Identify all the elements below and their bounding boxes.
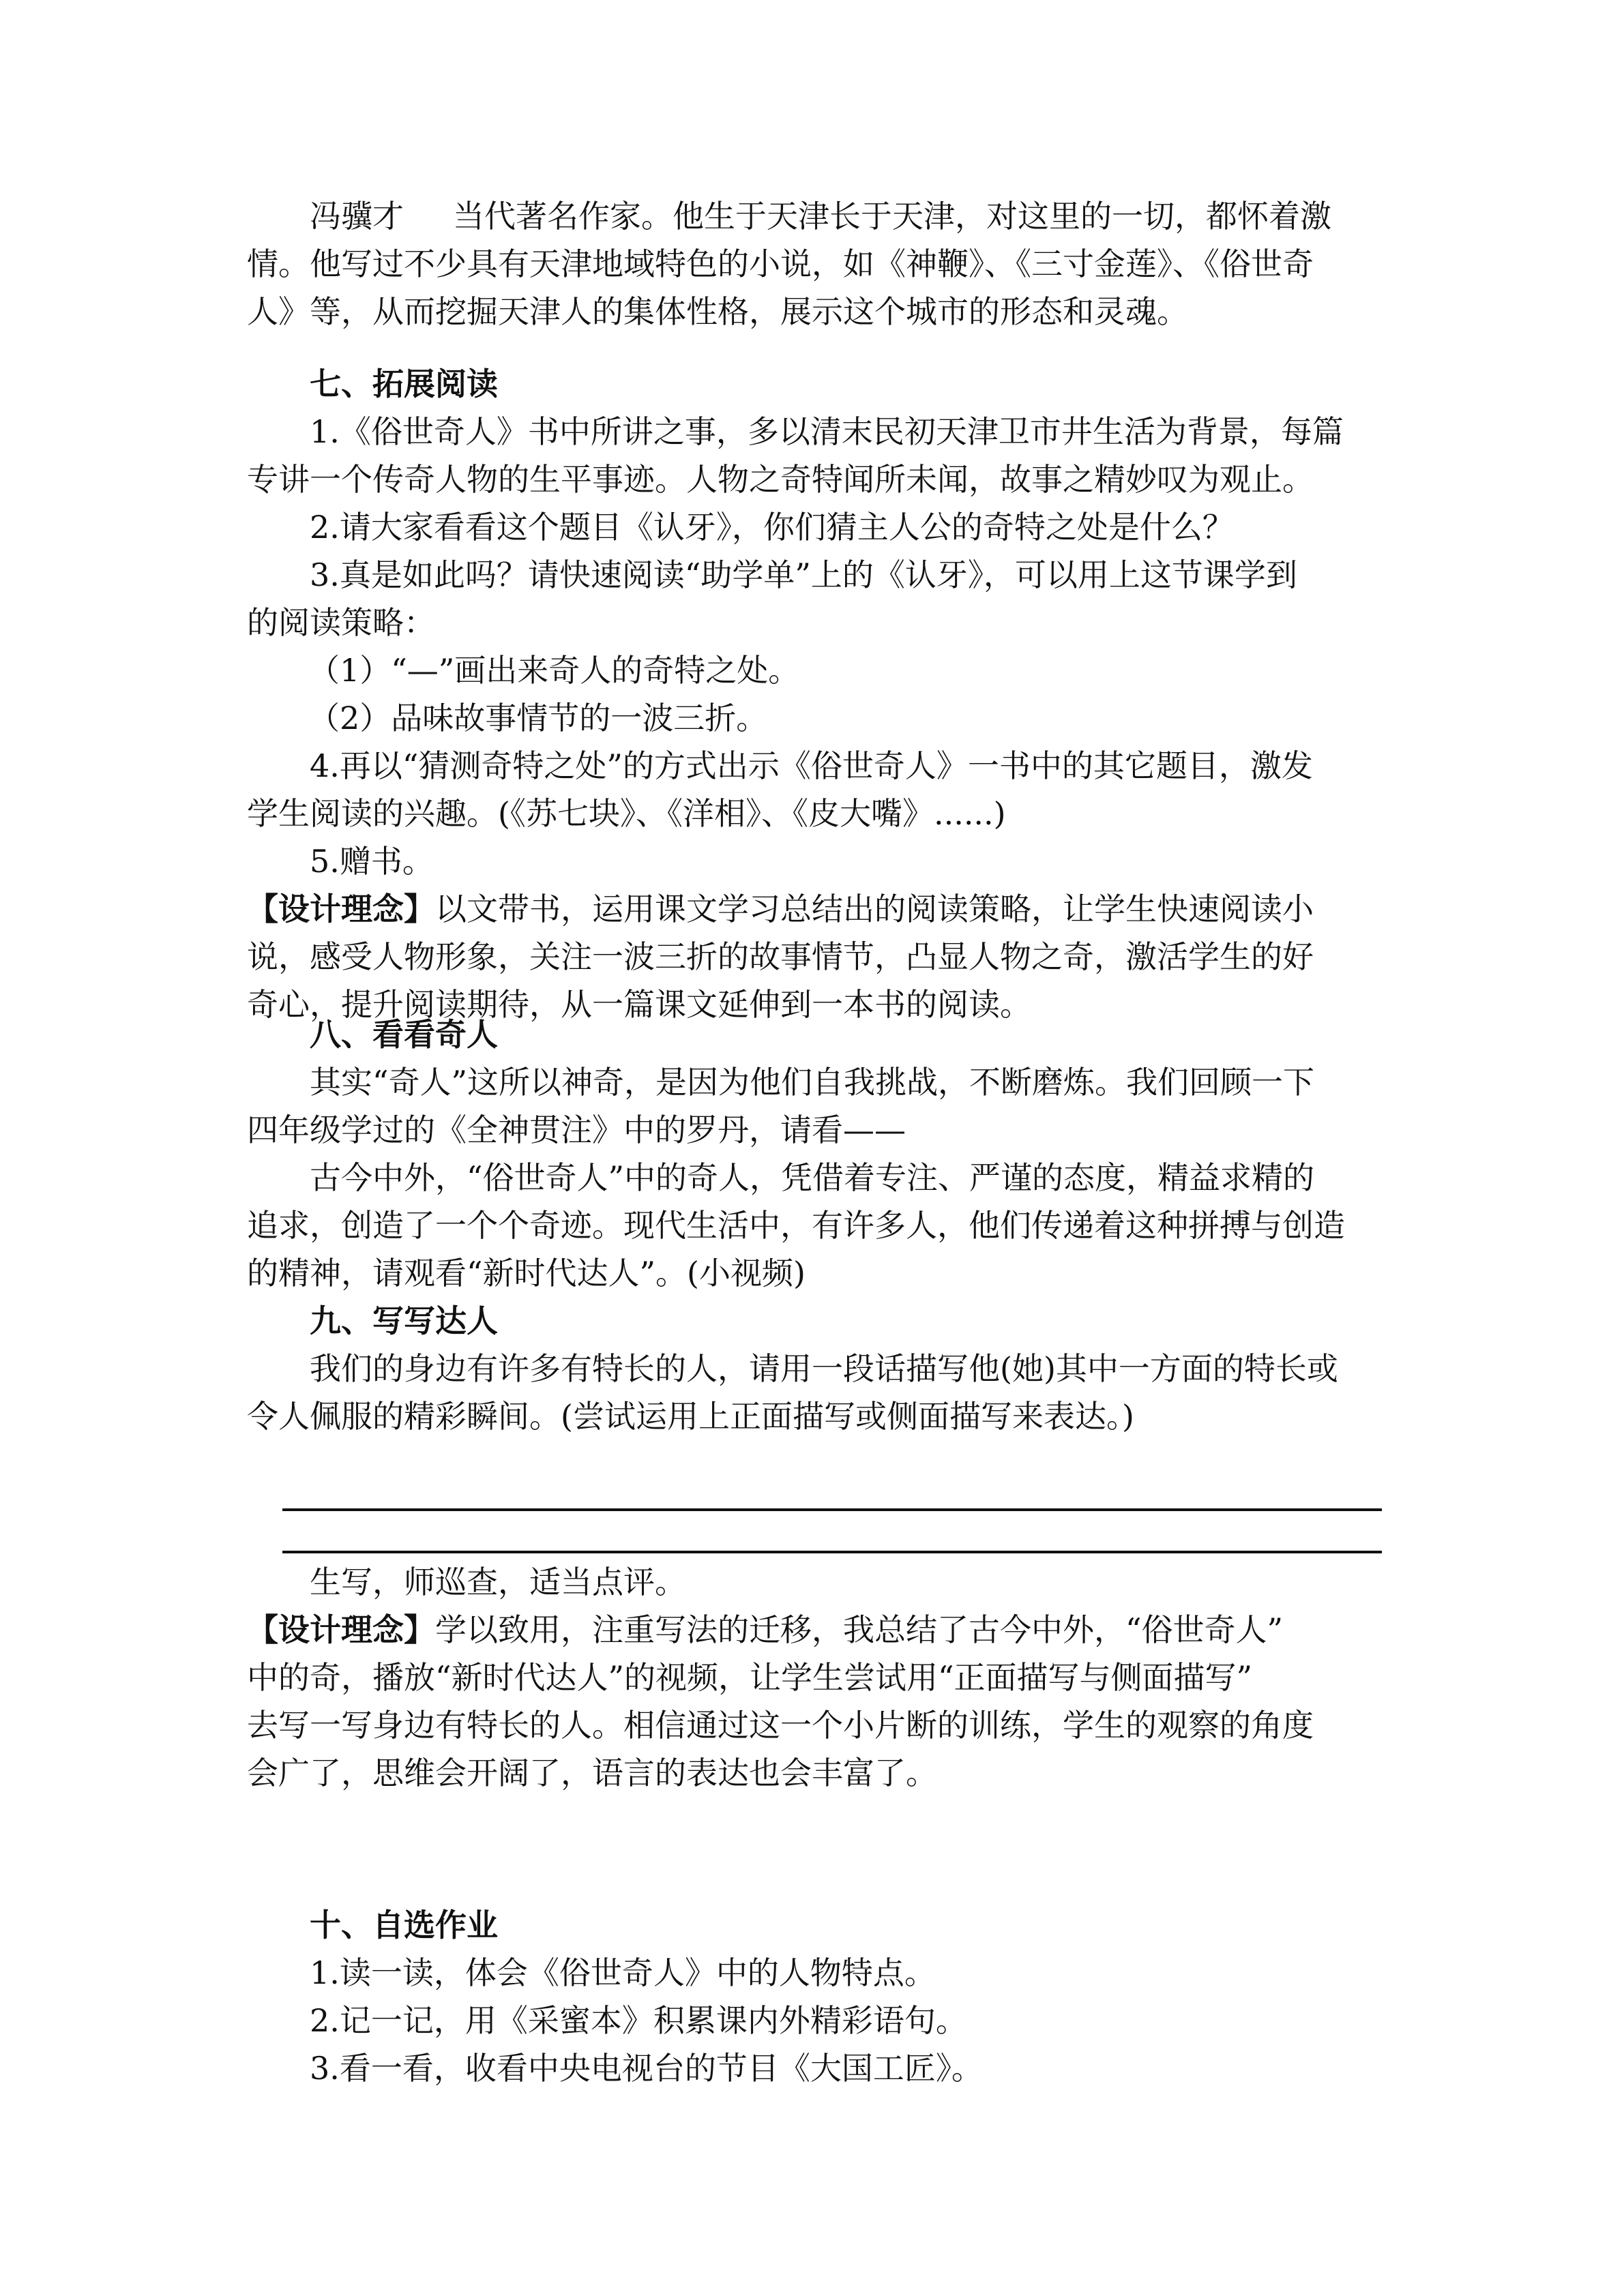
s9-design-line-4: 会广了，思维会开阔了，语言的表达也会丰富了。: [247, 1755, 937, 1791]
writing-line-1: [282, 1508, 1382, 1511]
intro-line-3: 人》等，从而挖掘天津人的集体性格，展示这个城市的形态和灵魂。: [247, 293, 1188, 330]
s7-item-3-line-2: 的阅读策略：: [247, 604, 435, 641]
s8-para-1-line-1: 其实“奇人”这所以神奇，是因为他们自我挑战，不断磨炼。我们回顾一下: [310, 1064, 1315, 1101]
section-9-followup: [247, 1558, 1393, 1797]
s9-design-line-3: 去写一写身边有特长的人。相信通过这一个小片断的训练，学生的观察的角度: [247, 1707, 1314, 1744]
section-optional-homework: [247, 1901, 1393, 2092]
s9-design-line-1: 【设计理念】学以致用，注重写法的迁移，我总结了古今中外，“俗世奇人”: [247, 1611, 1284, 1648]
s7-item-5: 5.赠书。: [310, 843, 434, 880]
design-concept-tag: 【设计理念】: [247, 1611, 435, 1648]
s7-item-2: 2.请大家看看这个题目《认牙》，你们猜主人公的奇特之处是什么？: [310, 509, 1234, 546]
s7-item-1-line-2: 专讲一个传奇人物的生平事迹。人物之奇特闻所未闻，故事之精妙叹为观止。: [247, 461, 1314, 498]
intro-line-2: 情。他写过不少具有天津地域特色的小说，如《神鞭》、《三寸金莲》、《俗世奇: [247, 245, 1314, 282]
section-extended-reading: [247, 360, 1393, 1028]
section-see-remarkable-people: [247, 1011, 1393, 1297]
s9-after-lines: 生写，师巡查，适当点评。: [310, 1564, 686, 1600]
s8-para-2-line-3: 的精神，请观看“新时代达人”。(小视频): [247, 1255, 806, 1292]
author-name: 冯骥才: [310, 198, 404, 235]
section-7-heading: 七、拓展阅读: [310, 366, 498, 402]
s7-item-4-line-1: 4.再以“猜测奇特之处”的方式出示《俗世奇人》一书中的其它题目，激发: [310, 747, 1313, 784]
design-concept-tag: 【设计理念】: [247, 891, 435, 927]
section-write-experts: [247, 1297, 1393, 1440]
s7-design-line-3: 奇心，提升阅读期待，从一篇课文延伸到一本书的阅读。: [247, 986, 1031, 1023]
intro-line-1: 冯骥才 当代著名作家。他生于天津长于天津，对这里的一切，都怀着激: [310, 198, 1331, 235]
s7-design-line-1: 【设计理念】以文带书，运用课文学习总结出的阅读策略，让学生快速阅读小: [247, 891, 1314, 927]
s7-item-3-line-1: 3.真是如此吗？请快速阅读“助学单”上的《认牙》，可以用上这节课学到: [310, 556, 1297, 593]
s7-design-line-2: 说，感受人物形象，关注一波三折的故事情节，凸显人物之奇，激活学生的好: [247, 938, 1314, 975]
s7-sub-item-2: （2）品味故事情节的一波三折。: [308, 700, 768, 736]
s7-item-1-line-1: 1.《俗世奇人》书中所讲之事，多以清末民初天津卫市井生活为背景，每篇: [310, 413, 1344, 450]
s8-para-1-line-2: 四年级学过的《全神贯注》中的罗丹，请看——: [247, 1112, 906, 1148]
s10-item-3: 3.看一看，收看中央电视台的节目《大国工匠》。: [310, 2050, 983, 2087]
section-8-heading: 八、看看奇人: [310, 1016, 498, 1053]
s9-para-line-1: 我们的身边有许多有特长的人，请用一段话描写他(她)其中一方面的特长或: [310, 1350, 1338, 1387]
s8-para-2-line-2: 追求，创造了一个个奇迹。现代生活中，有许多人，他们传递着这种拼搏与创造: [247, 1207, 1345, 1244]
writing-line-2: [282, 1551, 1382, 1553]
s9-design-line-2: 中的奇，播放“新时代达人”的视频，让学生尝试用“正面描写与侧面描写”: [247, 1659, 1253, 1696]
s8-para-2-line-1: 古今中外，“俗世奇人”中的奇人，凭借着专注、严谨的态度，精益求精的: [310, 1159, 1315, 1196]
s10-item-1: 1.读一读，体会《俗世奇人》中的人物特点。: [310, 1954, 936, 1991]
section-9-heading: 九、写写达人: [310, 1302, 498, 1339]
s9-para-line-2: 令人佩服的精彩瞬间。(尝试运用上正面描写或侧面描写来表达。): [247, 1398, 1134, 1435]
author-intro: [247, 192, 1393, 336]
s7-item-4-line-2: 学生阅读的兴趣。(《苏七块》、《洋相》、《皮大嘴》......): [247, 795, 1006, 832]
section-10-heading: 十、自选作业: [310, 1907, 498, 1943]
s10-item-2: 2.记一记，用《采蜜本》积累课内外精彩语句。: [310, 2002, 967, 2039]
s7-sub-item-1: （1）“—”画出来奇人的奇特之处。: [308, 652, 800, 689]
